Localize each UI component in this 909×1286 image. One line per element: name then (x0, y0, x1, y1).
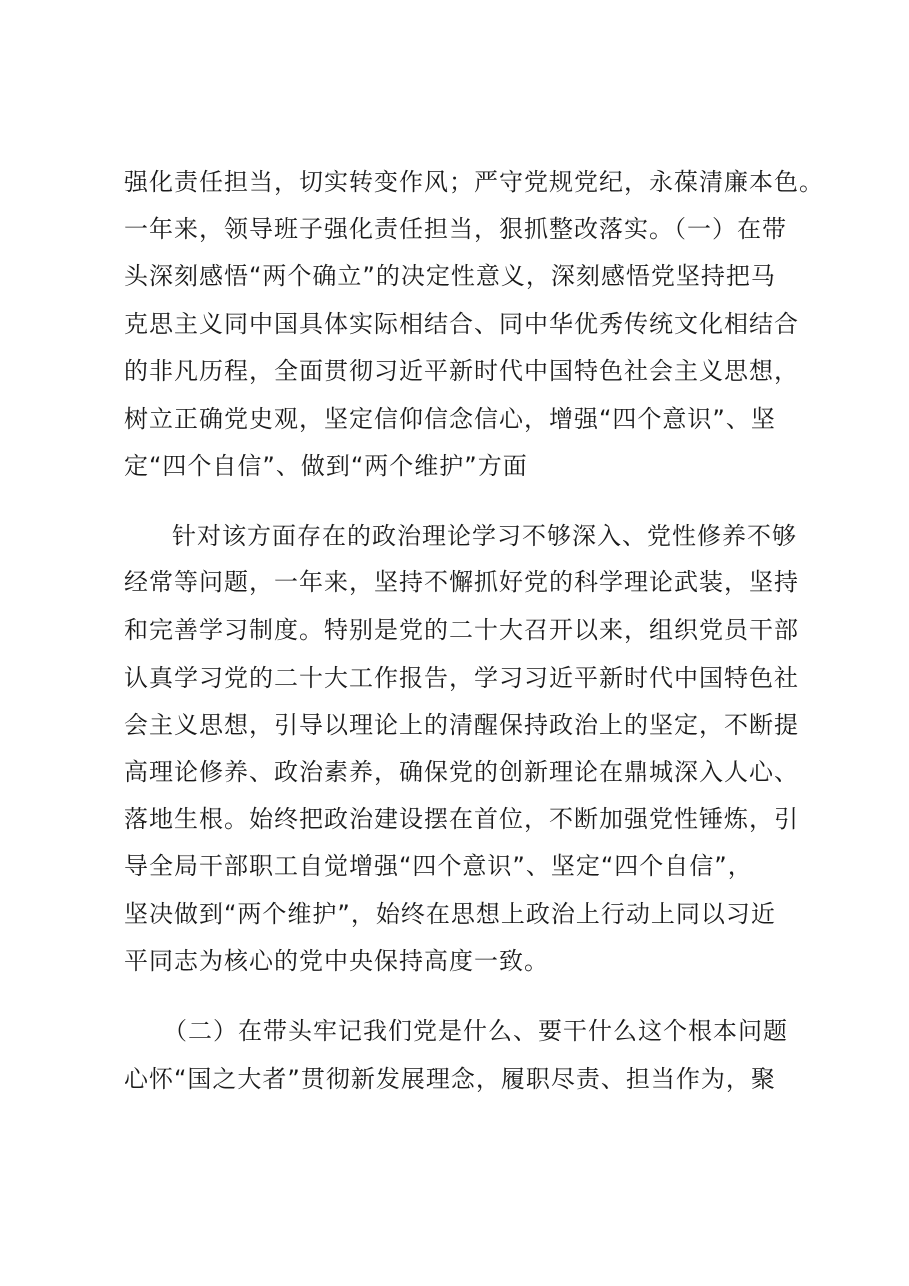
paragraph-1-line-6: 树立正确党史观，坚定信仰信念信心，增强“四个意识”、坚 (124, 405, 776, 433)
paragraph-2-line-6: 高理论修养、政治素养，确保党的创新理论在鼎城深入人心、 (124, 758, 799, 786)
paragraph-2-line-1: 针对该方面存在的政治理论学习不够深入、党性修养不够 (172, 522, 797, 550)
paragraph-1-line-1: 强化责任担当，切实转变作风；严守党规党纪，永葆清廉本色。 (124, 168, 824, 196)
paragraph-1-line-5: 的非凡历程，全面贯彻习近平新时代中国特色社会主义思想， (124, 357, 799, 385)
paragraph-2-line-7: 落地生根。始终把政治建设摆在首位，不断加强党性锤炼，引 (124, 805, 799, 833)
paragraph-1-line-7: 定“四个自信”、做到“两个维护”方面 (124, 452, 528, 480)
paragraph-1-line-4: 克思主义同中国具体实际相结合、同中华优秀传统文化相结合 (124, 310, 799, 338)
paragraph-2-line-9: 坚决做到“两个维护”，始终在思想上政治上行动上同以习近 (124, 900, 776, 928)
paragraph-2-line-3: 和完善学习制度。特别是党的二十大召开以来，组织党员干部 (124, 616, 799, 644)
paragraph-2-line-8: 导全局干部职工自觉增强“四个意识”、坚定“四个自信”， (124, 852, 753, 880)
paragraph-2-line-10: 平同志为核心的党中央保持高度一致。 (124, 947, 549, 975)
paragraph-3-line-2: 心怀“国之大者”贯彻新发展理念，履职尽责、担当作为，聚 (124, 1065, 776, 1093)
paragraph-2-line-5: 会主义思想，引导以理论上的清醒保持政治上的坚定，不断提 (124, 711, 799, 739)
paragraph-1-line-3: 头深刻感悟“两个确立”的决定性意义，深刻感悟党坚持把马 (124, 262, 776, 290)
paragraph-2-line-4: 认真学习党的二十大工作报告，学习习近平新时代中国特色社 (124, 664, 799, 692)
paragraph-2-line-2: 经常等问题，一年来，坚持不懈抓好党的科学理论武装，坚持 (124, 568, 799, 596)
paragraph-3-line-1: （二）在带头牢记我们党是什么、要干什么这个根本问题 (163, 1017, 788, 1045)
paragraph-1-line-2: 一年来，领导班子强化责任担当，狠抓整改落实。（一）在带 (124, 215, 787, 243)
